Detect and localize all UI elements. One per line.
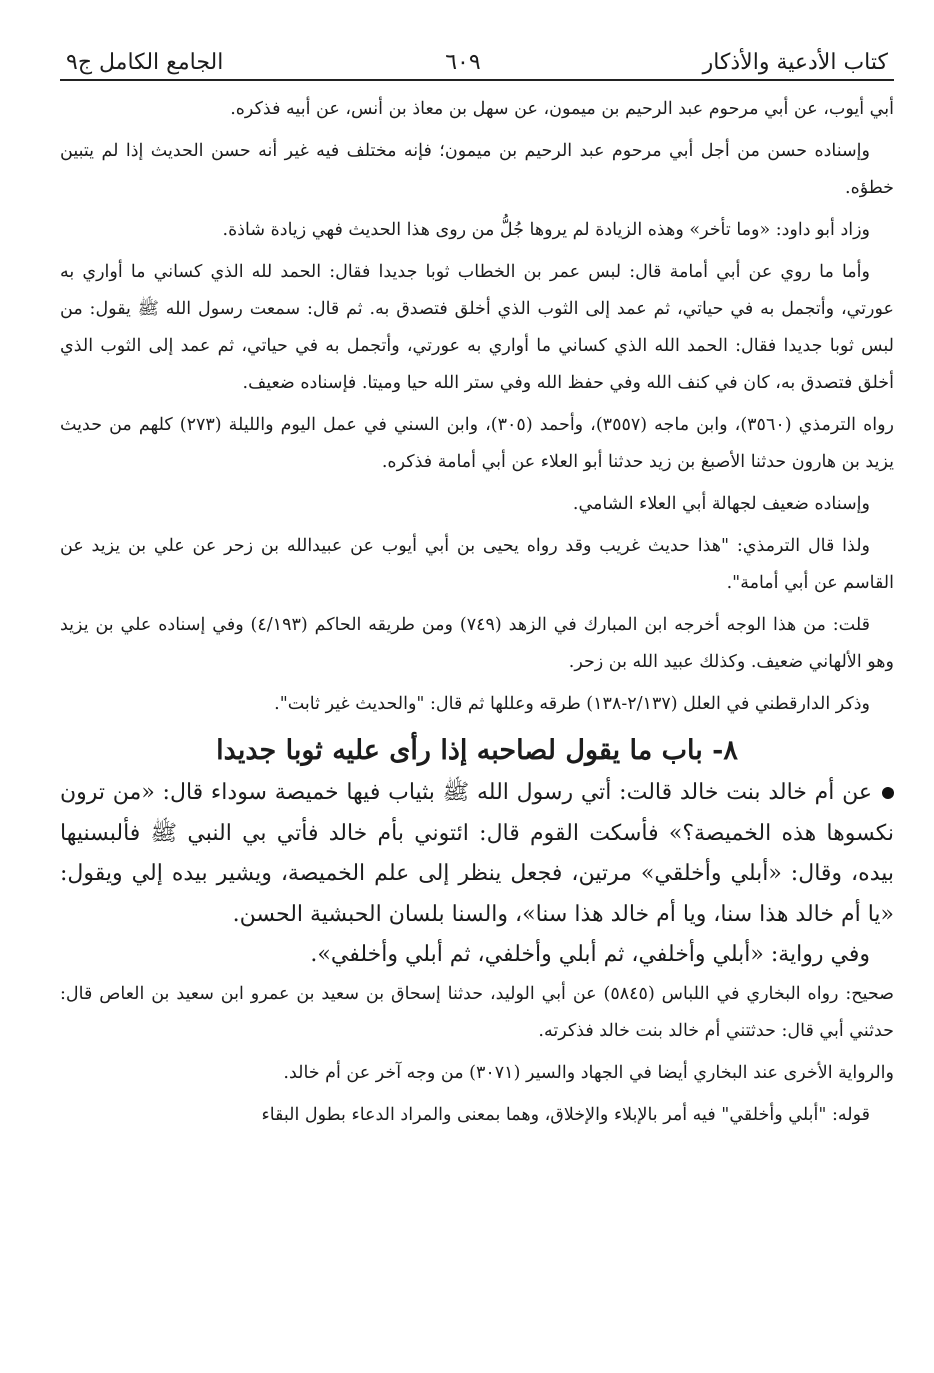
paragraph: وإسناده حسن من أجل أبي مرحوم عبد الرحيم بن ميمون؛ فإنه مختلف فيه غير أنه حسن الحديث إذا لم يتبين خطؤه. <box>60 141 894 198</box>
bullet-icon <box>882 787 894 799</box>
note-paragraph: قوله: "أبلي وأخلقي" فيه أمر بالإبلاء والإخلاق، وهما بمعنى والمراد الدعاء بطول البقاء <box>261 1104 870 1125</box>
note-paragraph: والرواية الأخرى عند البخاري أيضا في الجهاد والسير (٣٠٧١) من وجه آخر عن أم خالد. <box>283 1062 894 1083</box>
paragraph: وإسناده ضعيف لجهالة أبي العلاء الشامي. <box>572 494 870 514</box>
paragraph: قلت: من هذا الوجه أخرجه ابن المبارك في الزهد (٧٤٩) ومن طريقه الحاكم (٤/١٩٣) وفي إسناده علي بن يزيد وهو الألهاني ضعيف. وكذلك عبيد الله بن زحر. <box>60 615 894 672</box>
section-heading: ٨- باب ما يقول لصاحبه إذا رأى عليه ثوبا جديدا <box>216 735 738 766</box>
paragraph: ولذا قال الترمذي: "هذا حديث غريب وقد رواه يحيى بن أبي أيوب عن عبيدالله بن زحر عن علي بن يزيد عن القاسم عن أبي أمامة". <box>60 536 894 593</box>
paragraph: وأما ما روي عن أبي أمامة قال: لبس عمر بن الخطاب ثوبا جديدا فقال: الحمد لله الذي كساني ما أواري به عورتي، وأتجمل به في حياتي، ثم عمد إلى الثوب الذي أخلق فتصدق به. ثم قال: سمعت رسول الله ﷺ يقول: من لبس ثوبا جديدا فقال: الحمد الله الذي كساني ما أواري به عورتي، وأتجمل به في حياتي، ثم عمد إلى الثوب الذي أخلق فتصدق به، كان في كنف الله وفي حفظ الله وفي ستر الله حيا وميتا. فإسناده ضعيف. <box>60 262 894 393</box>
page-header <box>60 50 894 79</box>
series-title: الجامع الكامل ج٩ <box>66 50 224 75</box>
book-title: كتاب الأدعية والأذكار <box>702 50 888 75</box>
hadith-body: عن أم خالد بنت خالد قالت: أتي رسول الله ﷺ بثياب فيها خميصة سوداء قال: «من ترون نكسوها هذه الخميصة؟» فأسكت القوم قال: ائتوني بأم خالد فأتي بي النبي ﷺ فألبسنيها بيده، وقال: «أبلي وأخلقي» مرتين، فجعل ينظر إلى علم الخميصة، ويشير بيده إلي ويقول: «يا أم خالد هذا سنا، ويا أم خالد هذا سنا»، والسنا بلسان الحبشية الحسن. <box>60 780 894 927</box>
page-number: ٦٠٩ <box>445 50 481 75</box>
hadith-variant: وفي رواية: «أبلي وأخلفي، ثم أبلي وأخلفي، ثم أبلي وأخلفي». <box>310 942 870 967</box>
paragraph: وزاد أبو داود: «وما تأخر» وهذه الزيادة لم يروها جُلُّ من روى هذا الحديث فهي زيادة شاذة. <box>222 220 870 240</box>
hadith-text <box>60 773 894 935</box>
header-rule <box>60 79 894 81</box>
book-page <box>60 50 894 1134</box>
note-paragraph: صحيح: رواه البخاري في اللباس (٥٨٤٥) عن أبي الوليد، حدثنا إسحاق بن سعيد بن عمرو ابن سعيد بن العاص قال: حدثني أبي قال: حدثتني أم خالد بنت خالد فذكرته. <box>60 983 895 1041</box>
paragraph: وذكر الدارقطني في العلل (٢/١٣٧-١٣٨) طرقه وعللها ثم قال: "والحديث غير ثابت". <box>274 694 870 714</box>
paragraph: رواه الترمذي (٣٥٦٠)، وابن ماجه (٣٥٥٧)، وأحمد (٣٠٥)، وابن السني في عمل اليوم والليلة (٢٧٣) كلهم من حديث يزيد بن هارون حدثنا الأصبغ بن زيد حدثنا أبو العلاء عن أبي أمامة فذكره. <box>60 415 895 472</box>
paragraph: أبي أيوب، عن أبي مرحوم عبد الرحيم بن ميمون، عن سهل بن معاذ بن أنس، عن أبيه فذكره. <box>230 99 894 119</box>
